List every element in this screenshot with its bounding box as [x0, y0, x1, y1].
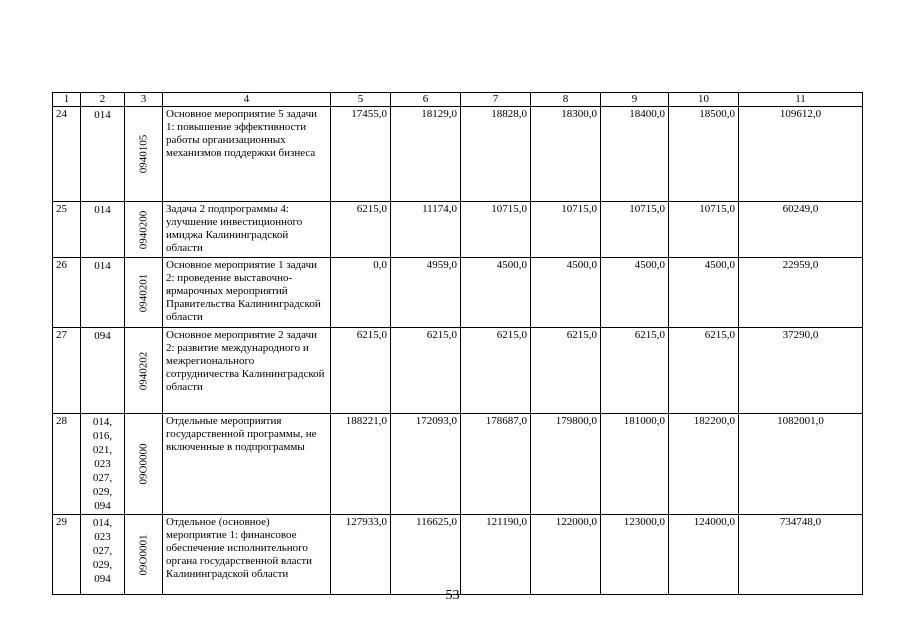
table-row	[53, 258, 863, 328]
amount-cell: 4500,0	[461, 258, 531, 328]
amount-cell: 188221,0	[331, 414, 391, 515]
program-code: 0940105	[137, 134, 149, 174]
row-number-cell: 28	[53, 414, 81, 515]
amount-cell: 0,0	[331, 258, 391, 328]
program-code-cell	[125, 328, 163, 414]
admin-codes-cell	[81, 328, 125, 414]
amount-cell: 60249,0	[739, 202, 863, 258]
admin-codes-cell	[81, 258, 125, 328]
amount-cell: 18129,0	[391, 107, 461, 202]
amount-cell: 172093,0	[391, 414, 461, 515]
activity-name-cell: Задача 2 подпрограммы 4: улучшение инвестиционного имиджа Калининградской области	[163, 202, 331, 258]
program-code-cell	[125, 414, 163, 515]
activity-name-cell: Основное мероприятие 1 задачи 2: проведение выставочно-ярмарочных мероприятий Правительства Калининградской области	[163, 258, 331, 328]
table-row	[53, 328, 863, 414]
admin-code: 014	[94, 260, 111, 272]
admin-codes-cell	[81, 414, 125, 515]
column-header: 10	[669, 93, 739, 107]
program-code: 0940200	[137, 210, 149, 249]
program-code: 0940201	[137, 273, 149, 312]
amount-cell: 4500,0	[601, 258, 669, 328]
amount-cell: 18500,0	[669, 107, 739, 202]
amount-cell: 11174,0	[391, 202, 461, 258]
amount-cell: 6215,0	[331, 328, 391, 414]
admin-code: 014	[94, 109, 111, 121]
admin-code: 027,	[92, 545, 113, 557]
amount-cell: 6215,0	[669, 328, 739, 414]
admin-code: 014,	[92, 517, 113, 529]
amount-cell: 179800,0	[531, 414, 601, 515]
row-number-cell: 24	[53, 107, 81, 202]
amount-cell: 734748,0	[739, 515, 863, 595]
header-row	[53, 93, 863, 107]
admin-code: 023	[94, 458, 111, 470]
admin-code: 023	[94, 531, 111, 543]
admin-code: 094	[94, 573, 111, 585]
budget-table	[52, 92, 863, 595]
page-number: 53	[445, 588, 460, 603]
activity-name-cell: Отдельные мероприятия государственной программы, не включенные в подпрограммы	[163, 414, 331, 515]
column-header: 4	[163, 93, 331, 107]
row-number-cell: 29	[53, 515, 81, 595]
activity-name-cell: Основное мероприятие 5 задачи 1: повышение эффективности работы организационных механизмов поддержки бизнеса	[163, 107, 331, 202]
column-header: 3	[125, 93, 163, 107]
amount-cell: 18300,0	[531, 107, 601, 202]
amount-cell: 182200,0	[669, 414, 739, 515]
table-row	[53, 515, 863, 595]
admin-codes-cell	[81, 515, 125, 595]
admin-code: 029,	[92, 486, 113, 498]
admin-codes-cell	[81, 202, 125, 258]
amount-cell: 10715,0	[669, 202, 739, 258]
admin-code: 029,	[92, 559, 113, 571]
row-number-cell: 27	[53, 328, 81, 414]
table-row	[53, 414, 863, 515]
amount-cell: 10715,0	[461, 202, 531, 258]
amount-cell: 121190,0	[461, 515, 531, 595]
admin-code: 021,	[92, 444, 113, 456]
column-header: 7	[461, 93, 531, 107]
amount-cell: 178687,0	[461, 414, 531, 515]
amount-cell: 124000,0	[669, 515, 739, 595]
admin-code: 016,	[92, 430, 113, 442]
amount-cell: 6215,0	[601, 328, 669, 414]
column-header: 8	[531, 93, 601, 107]
amount-cell: 10715,0	[531, 202, 601, 258]
program-code-cell	[125, 202, 163, 258]
column-header: 11	[739, 93, 863, 107]
amount-cell: 6215,0	[461, 328, 531, 414]
amount-cell: 6215,0	[391, 328, 461, 414]
column-header: 5	[331, 93, 391, 107]
amount-cell: 18400,0	[601, 107, 669, 202]
amount-cell: 122000,0	[531, 515, 601, 595]
amount-cell: 17455,0	[331, 107, 391, 202]
program-code: 09О0000	[137, 443, 149, 485]
amount-cell: 22959,0	[739, 258, 863, 328]
row-number-cell: 26	[53, 258, 81, 328]
program-code: 0940202	[137, 351, 149, 390]
amount-cell: 4500,0	[669, 258, 739, 328]
program-code-cell	[125, 107, 163, 202]
program-code-cell	[125, 258, 163, 328]
table-row	[53, 107, 863, 202]
admin-code: 094	[94, 500, 111, 512]
column-header: 6	[391, 93, 461, 107]
admin-code: 027,	[92, 472, 113, 484]
program-code-cell	[125, 515, 163, 595]
column-header: 9	[601, 93, 669, 107]
admin-code: 014,	[92, 416, 113, 428]
column-header: 2	[81, 93, 125, 107]
amount-cell: 1082001,0	[739, 414, 863, 515]
activity-name-cell: Основное мероприятие 2 задачи 2: развитие международного и межрегионального сотрудничества Калининградской области	[163, 328, 331, 414]
table-row	[53, 202, 863, 258]
amount-cell: 6215,0	[531, 328, 601, 414]
amount-cell: 4959,0	[391, 258, 461, 328]
amount-cell: 181000,0	[601, 414, 669, 515]
amount-cell: 18828,0	[461, 107, 531, 202]
amount-cell: 10715,0	[601, 202, 669, 258]
column-header: 1	[53, 93, 81, 107]
amount-cell: 6215,0	[331, 202, 391, 258]
amount-cell: 116625,0	[391, 515, 461, 595]
admin-codes-cell	[81, 107, 125, 202]
admin-code: 094	[94, 330, 111, 342]
row-number-cell: 25	[53, 202, 81, 258]
amount-cell: 109612,0	[739, 107, 863, 202]
amount-cell: 4500,0	[531, 258, 601, 328]
amount-cell: 123000,0	[601, 515, 669, 595]
activity-name-cell: Отдельное (основное) мероприятие 1: финансовое обеспечение исполнительного органа государственной власти Калининградской области	[163, 515, 331, 595]
amount-cell: 37290,0	[739, 328, 863, 414]
admin-code: 014	[94, 204, 111, 216]
program-code: 09О0001	[137, 534, 149, 575]
amount-cell: 127933,0	[331, 515, 391, 595]
